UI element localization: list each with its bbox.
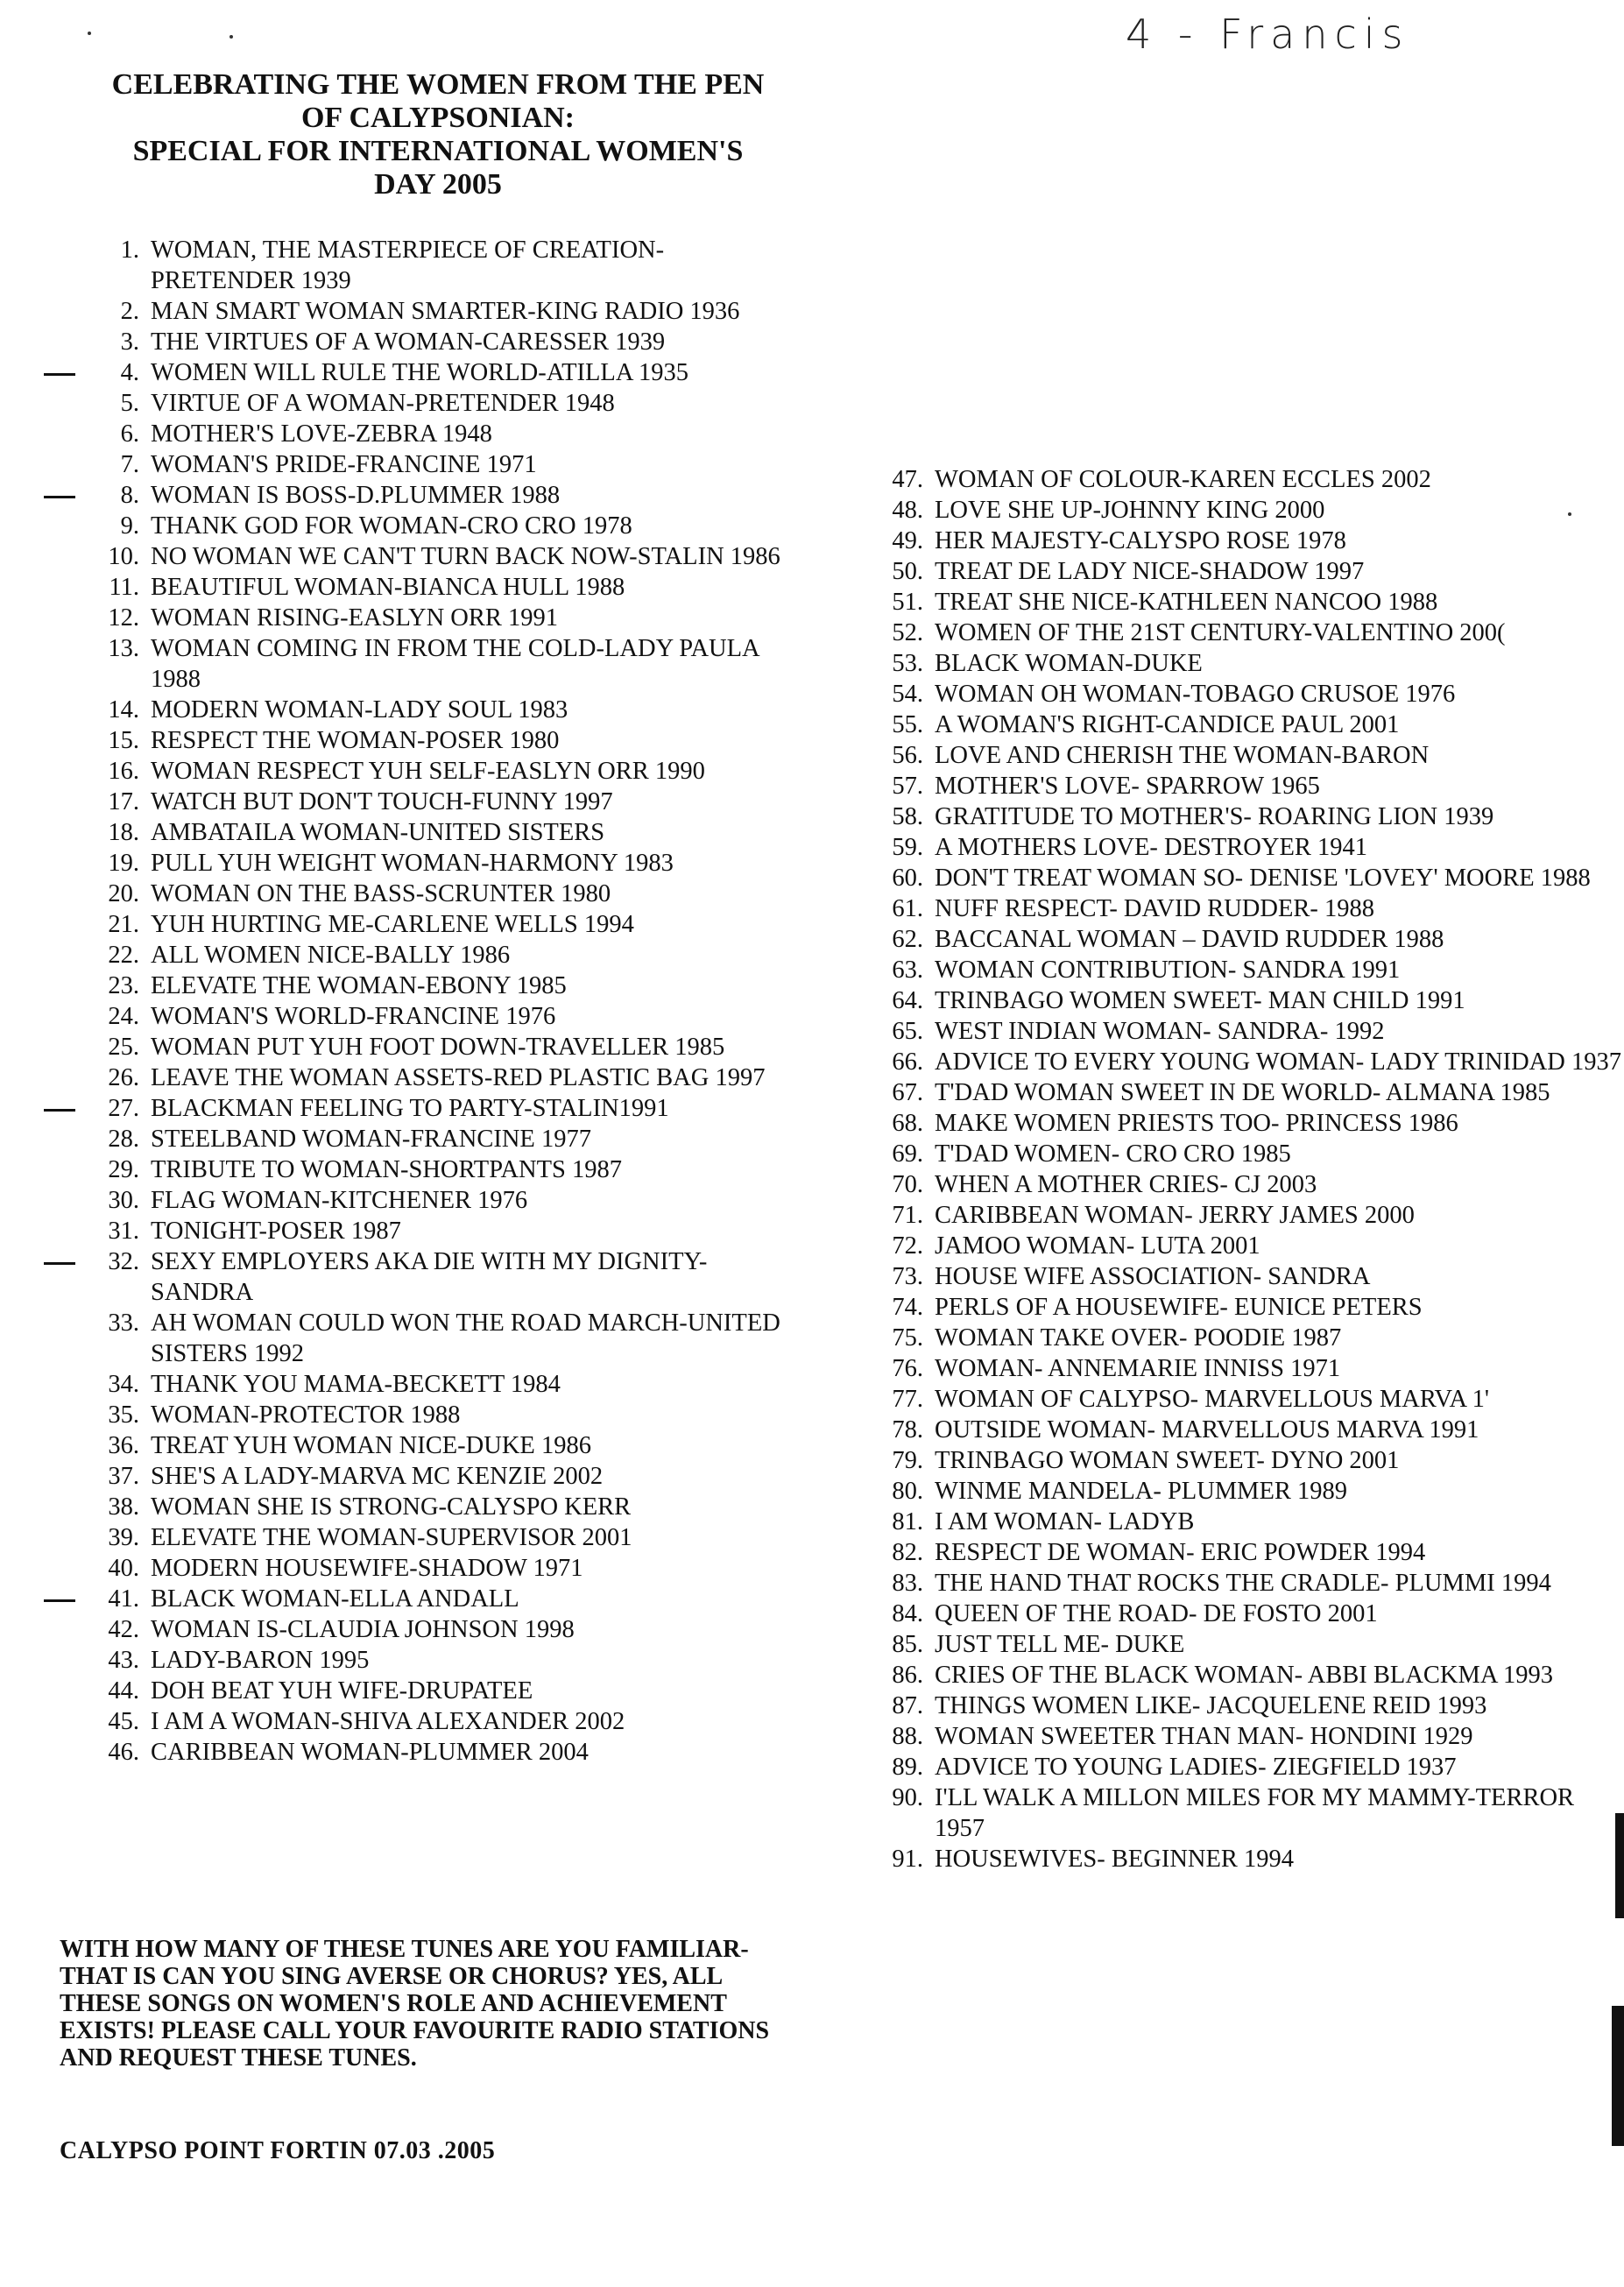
song-number: 38. bbox=[108, 1493, 139, 1521]
song-number: 32. bbox=[108, 1248, 139, 1275]
song-item bbox=[880, 1568, 1624, 1599]
song-title: RESPECT THE WOMAN-POSER 1980 bbox=[151, 727, 560, 754]
song-title: WOMAN- ANNEMARIE INNISS 1971 bbox=[935, 1355, 1341, 1382]
song-title: WOMEN OF THE 21ST CENTURY-VALENTINO 200( bbox=[935, 619, 1506, 646]
song-title: WOMAN OH WOMAN-TOBAGO CRUSOE 1976 bbox=[935, 681, 1456, 708]
song-item bbox=[880, 526, 1624, 556]
song-number: 11. bbox=[109, 574, 139, 601]
song-title: T'DAD WOMAN SWEET IN DE WORLD- ALMANA 1985 bbox=[935, 1079, 1550, 1106]
song-title: WOMAN PUT YUH FOOT DOWN-TRAVELLER 1985 bbox=[151, 1034, 725, 1061]
song-number: 60. bbox=[892, 865, 923, 892]
song-item bbox=[96, 695, 788, 725]
song-number: 35. bbox=[108, 1401, 139, 1429]
song-item bbox=[880, 924, 1624, 955]
song-title: WOMEN WILL RULE THE WORLD-ATILLA 1935 bbox=[151, 359, 688, 386]
song-number: 33. bbox=[108, 1309, 139, 1337]
song-number: 55. bbox=[892, 711, 923, 738]
song-number: 25. bbox=[108, 1034, 139, 1061]
song-number: 5. bbox=[120, 390, 139, 417]
song-item bbox=[880, 1844, 1624, 1874]
song-title: RESPECT DE WOMAN- ERIC POWDER 1994 bbox=[935, 1539, 1426, 1566]
song-item bbox=[96, 1492, 788, 1522]
song-item bbox=[96, 1645, 788, 1676]
song-title: VIRTUE OF A WOMAN-PRETENDER 1948 bbox=[151, 390, 615, 417]
song-item bbox=[96, 511, 788, 541]
song-item bbox=[96, 756, 788, 787]
song-title: ALL WOMEN NICE-BALLY 1986 bbox=[151, 942, 511, 969]
song-title: JAMOO WOMAN- LUTA 2001 bbox=[935, 1232, 1260, 1260]
song-number: 58. bbox=[892, 803, 923, 830]
song-number: 48. bbox=[892, 497, 923, 524]
song-title: MOTHER'S LOVE- SPARROW 1965 bbox=[935, 773, 1320, 800]
song-number: 22. bbox=[108, 942, 139, 969]
song-item bbox=[96, 1093, 788, 1124]
song-number: 21. bbox=[108, 911, 139, 938]
song-number: 82. bbox=[892, 1539, 923, 1566]
song-title: WOMAN CONTRIBUTION- SANDRA 1991 bbox=[935, 956, 1401, 984]
song-title: MODERN WOMAN-LADY SOUL 1983 bbox=[151, 696, 568, 724]
song-title: HOUSE WIFE ASSOCIATION- SANDRA bbox=[935, 1263, 1371, 1290]
hand-dash-mark bbox=[44, 373, 75, 376]
song-item bbox=[96, 787, 788, 817]
song-item bbox=[880, 893, 1624, 924]
song-title: THINGS WOMEN LIKE- JACQUELENE REID 1993 bbox=[935, 1692, 1487, 1719]
song-number: 30. bbox=[108, 1187, 139, 1214]
song-title: OUTSIDE WOMAN- MARVELLOUS MARVA 1991 bbox=[935, 1416, 1479, 1443]
song-item bbox=[96, 572, 788, 603]
song-number: 45. bbox=[108, 1708, 139, 1735]
song-number: 53. bbox=[892, 650, 923, 677]
song-title: LOVE SHE UP-JOHNNY KING 2000 bbox=[935, 497, 1325, 524]
song-number: 80. bbox=[892, 1478, 923, 1505]
song-title: WEST INDIAN WOMAN- SANDRA- 1992 bbox=[935, 1018, 1385, 1045]
song-item bbox=[96, 1216, 788, 1246]
song-number: 10. bbox=[108, 543, 139, 570]
song-title: SEXY EMPLOYERS AKA DIE WITH MY DIGNITY-SANDRA bbox=[151, 1248, 708, 1306]
song-title: TREAT SHE NICE-KATHLEEN NANCOO 1988 bbox=[935, 589, 1438, 616]
song-number: 3. bbox=[120, 328, 139, 356]
title-line: OF CALYPSONIAN: bbox=[300, 102, 575, 134]
song-title: I AM WOMAN- LADYB bbox=[935, 1508, 1195, 1535]
song-title: LADY-BARON 1995 bbox=[151, 1647, 370, 1674]
signature-line: CALYPSO POINT FORTIN 07.03 .2005 bbox=[60, 2137, 496, 2164]
song-title: WOMAN OF COLOUR-KAREN ECCLES 2002 bbox=[935, 466, 1431, 493]
song-title: BACCANAL WOMAN – DAVID RUDDER 1988 bbox=[935, 926, 1444, 953]
song-number: 1. bbox=[120, 236, 139, 264]
song-item bbox=[880, 495, 1624, 526]
song-title: WINME MANDELA- PLUMMER 1989 bbox=[935, 1478, 1348, 1505]
song-title: YUH HURTING ME-CARLENE WELLS 1994 bbox=[151, 911, 634, 938]
song-item bbox=[880, 1660, 1624, 1691]
song-number: 17. bbox=[108, 788, 139, 815]
song-number: 85. bbox=[892, 1631, 923, 1658]
song-title: HOUSEWIVES- BEGINNER 1994 bbox=[935, 1846, 1295, 1873]
song-item bbox=[96, 633, 788, 695]
song-title: MAN SMART WOMAN SMARTER-KING RADIO 1936 bbox=[151, 298, 740, 325]
song-item bbox=[880, 1629, 1624, 1660]
song-number: 62. bbox=[892, 926, 923, 953]
song-number: 47. bbox=[892, 466, 923, 493]
song-number: 20. bbox=[108, 880, 139, 907]
song-title: ELEVATE THE WOMAN-SUPERVISOR 2001 bbox=[151, 1524, 632, 1551]
song-title: BEAUTIFUL WOMAN-BIANCA HULL 1988 bbox=[151, 574, 625, 601]
song-item bbox=[96, 817, 788, 848]
song-title: THANK YOU MAMA-BECKETT 1984 bbox=[151, 1371, 561, 1398]
document-title bbox=[79, 68, 797, 201]
song-item bbox=[880, 1507, 1624, 1537]
song-title: THE VIRTUES OF A WOMAN-CARESSER 1939 bbox=[151, 328, 666, 356]
song-title: MOTHER'S LOVE-ZEBRA 1948 bbox=[151, 420, 492, 448]
song-item bbox=[96, 848, 788, 879]
song-item bbox=[880, 1047, 1624, 1077]
song-number: 8. bbox=[120, 482, 139, 509]
song-item bbox=[96, 1001, 788, 1032]
hand-dash-mark bbox=[44, 1599, 75, 1602]
song-title: WOMAN RISING-EASLYN ORR 1991 bbox=[151, 604, 559, 632]
song-item bbox=[880, 1139, 1624, 1169]
song-item bbox=[96, 940, 788, 971]
song-title: WOMAN, THE MASTERPIECE OF CREATION-PRETENDER 1939 bbox=[151, 236, 665, 294]
song-title: ELEVATE THE WOMAN-EBONY 1985 bbox=[151, 972, 567, 999]
song-number: 87. bbox=[892, 1692, 923, 1719]
song-item bbox=[96, 725, 788, 756]
song-item bbox=[880, 1077, 1624, 1108]
song-item bbox=[96, 1461, 788, 1492]
song-item bbox=[96, 235, 788, 296]
song-item bbox=[880, 464, 1624, 495]
song-number: 24. bbox=[108, 1003, 139, 1030]
song-number: 23. bbox=[108, 972, 139, 999]
song-number: 34. bbox=[108, 1371, 139, 1398]
song-title: DON'T TREAT WOMAN SO- DENISE 'LOVEY' MOORE 1988 bbox=[935, 865, 1591, 892]
song-item bbox=[880, 1261, 1624, 1292]
song-title: WOMAN'S PRIDE-FRANCINE 1971 bbox=[151, 451, 537, 478]
song-item bbox=[96, 1154, 788, 1185]
song-title: WOMAN SWEETER THAN MAN- HONDINI 1929 bbox=[935, 1723, 1473, 1750]
song-number: 6. bbox=[120, 420, 139, 448]
song-number: 71. bbox=[892, 1202, 923, 1229]
song-title: NO WOMAN WE CAN'T TURN BACK NOW-STALIN 1986 bbox=[151, 543, 780, 570]
song-title: CARIBBEAN WOMAN- JERRY JAMES 2000 bbox=[935, 1202, 1415, 1229]
scan-edge-mark bbox=[1615, 1813, 1624, 1918]
song-number: 26. bbox=[108, 1064, 139, 1091]
song-item bbox=[880, 771, 1624, 801]
scan-edge-mark bbox=[1612, 2006, 1624, 2146]
song-title: WOMAN'S WORLD-FRANCINE 1976 bbox=[151, 1003, 556, 1030]
song-number: 41. bbox=[108, 1585, 139, 1613]
song-title: STEELBAND WOMAN-FRANCINE 1977 bbox=[151, 1126, 591, 1153]
song-number: 31. bbox=[108, 1218, 139, 1245]
song-item bbox=[96, 1400, 788, 1430]
song-number: 88. bbox=[892, 1723, 923, 1750]
hand-dash-mark bbox=[44, 1109, 75, 1112]
song-title: WATCH BUT DON'T TOUCH-FUNNY 1997 bbox=[151, 788, 613, 815]
song-item bbox=[880, 1200, 1624, 1231]
song-number: 40. bbox=[108, 1555, 139, 1582]
song-number: 75. bbox=[892, 1324, 923, 1352]
song-number: 65. bbox=[892, 1018, 923, 1045]
song-title: BLACK WOMAN-DUKE bbox=[935, 650, 1203, 677]
song-list-right bbox=[880, 464, 1624, 1874]
song-title: WOMAN RESPECT YUH SELF-EASLYN ORR 1990 bbox=[151, 758, 705, 785]
song-number: 4. bbox=[120, 359, 139, 386]
song-number: 52. bbox=[892, 619, 923, 646]
song-title: CRIES OF THE BLACK WOMAN- ABBI BLACKMA 1993 bbox=[935, 1662, 1553, 1689]
song-item bbox=[96, 1676, 788, 1706]
song-number: 19. bbox=[108, 850, 139, 877]
song-item bbox=[96, 327, 788, 357]
song-item bbox=[96, 1124, 788, 1154]
song-number: 2. bbox=[120, 298, 139, 325]
song-number: 72. bbox=[892, 1232, 923, 1260]
song-title: TRIBUTE TO WOMAN-SHORTPANTS 1987 bbox=[151, 1156, 622, 1183]
song-number: 70. bbox=[892, 1171, 923, 1198]
song-number: 77. bbox=[892, 1386, 923, 1413]
song-item bbox=[96, 1062, 788, 1093]
song-item bbox=[880, 1691, 1624, 1721]
song-title: THE HAND THAT ROCKS THE CRADLE- PLUMMI 1994 bbox=[935, 1570, 1551, 1597]
song-title: PULL YUH WEIGHT WOMAN-HARMONY 1983 bbox=[151, 850, 674, 877]
title-line: CELEBRATING THE WOMEN FROM THE PEN bbox=[111, 68, 765, 101]
song-item bbox=[880, 801, 1624, 832]
song-title: WOMAN IS-CLAUDIA JOHNSON 1998 bbox=[151, 1616, 575, 1643]
song-item bbox=[880, 1384, 1624, 1415]
song-item bbox=[96, 419, 788, 449]
song-number: 86. bbox=[892, 1662, 923, 1689]
song-number: 61. bbox=[892, 895, 923, 922]
song-item bbox=[96, 388, 788, 419]
song-item bbox=[880, 863, 1624, 893]
song-title: FLAG WOMAN-KITCHENER 1976 bbox=[151, 1187, 528, 1214]
song-item bbox=[880, 1231, 1624, 1261]
song-title: WOMAN TAKE OVER- POODIE 1987 bbox=[935, 1324, 1342, 1352]
song-title: ADVICE TO EVERY YOUNG WOMAN- LADY TRINIDAD 1937 bbox=[935, 1048, 1621, 1076]
song-title: ADVICE TO YOUNG LADIES- ZIEGFIELD 1937 bbox=[935, 1754, 1457, 1781]
song-title: A WOMAN'S RIGHT-CANDICE PAUL 2001 bbox=[935, 711, 1400, 738]
song-number: 81. bbox=[892, 1508, 923, 1535]
song-item bbox=[880, 1323, 1624, 1353]
song-number: 9. bbox=[120, 512, 139, 540]
song-number: 7. bbox=[120, 451, 139, 478]
scan-speck bbox=[229, 35, 233, 39]
hand-dash-mark bbox=[44, 496, 75, 498]
song-number: 56. bbox=[892, 742, 923, 769]
song-title: WOMAN ON THE BASS-SCRUNTER 1980 bbox=[151, 880, 611, 907]
song-number: 18. bbox=[108, 819, 139, 846]
song-list-left bbox=[96, 235, 797, 1768]
song-number: 29. bbox=[108, 1156, 139, 1183]
song-item bbox=[96, 1737, 788, 1768]
song-item bbox=[880, 1169, 1624, 1200]
song-number: 12. bbox=[108, 604, 139, 632]
song-item bbox=[880, 1292, 1624, 1323]
song-item bbox=[96, 1430, 788, 1461]
song-title: QUEEN OF THE ROAD- DE FOSTO 2001 bbox=[935, 1600, 1378, 1627]
song-title: JUST TELL ME- DUKE bbox=[935, 1631, 1185, 1658]
song-item bbox=[96, 1369, 788, 1400]
song-number: 73. bbox=[892, 1263, 923, 1290]
song-item bbox=[880, 1782, 1624, 1844]
song-number: 76. bbox=[892, 1355, 923, 1382]
scan-speck bbox=[88, 32, 91, 35]
song-number: 14. bbox=[108, 696, 139, 724]
song-item bbox=[96, 1185, 788, 1216]
song-item bbox=[96, 541, 788, 572]
song-title: MODERN HOUSEWIFE-SHADOW 1971 bbox=[151, 1555, 583, 1582]
song-item bbox=[96, 1522, 788, 1553]
song-number: 13. bbox=[108, 635, 139, 662]
song-title: SHE'S A LADY-MARVA MC KENZIE 2002 bbox=[151, 1463, 604, 1490]
song-title: BLACK WOMAN-ELLA ANDALL bbox=[151, 1585, 519, 1613]
song-item bbox=[96, 1308, 788, 1369]
song-number: 36. bbox=[108, 1432, 139, 1459]
song-item bbox=[96, 296, 788, 327]
song-item bbox=[880, 679, 1624, 709]
song-title: CARIBBEAN WOMAN-PLUMMER 2004 bbox=[151, 1739, 589, 1766]
song-title: TRINBAGO WOMEN SWEET- MAN CHILD 1991 bbox=[935, 987, 1465, 1014]
song-item bbox=[880, 955, 1624, 985]
title-line: SPECIAL FOR INTERNATIONAL WOMEN'S bbox=[132, 135, 744, 167]
song-item bbox=[880, 1415, 1624, 1445]
song-item bbox=[96, 909, 788, 940]
song-title: WOMAN-PROTECTOR 1988 bbox=[151, 1401, 461, 1429]
song-item bbox=[880, 1537, 1624, 1568]
song-title: T'DAD WOMEN- CRO CRO 1985 bbox=[935, 1140, 1291, 1168]
song-number: 79. bbox=[892, 1447, 923, 1474]
song-number: 83. bbox=[892, 1570, 923, 1597]
song-title: I'LL WALK A MILLON MILES FOR MY MAMMY-TERROR 1957 bbox=[935, 1784, 1575, 1842]
song-number: 43. bbox=[108, 1647, 139, 1674]
song-number: 15. bbox=[108, 727, 139, 754]
song-item bbox=[96, 1032, 788, 1062]
song-title: NUFF RESPECT- DAVID RUDDER- 1988 bbox=[935, 895, 1374, 922]
song-number: 91. bbox=[892, 1846, 923, 1873]
song-number: 57. bbox=[892, 773, 923, 800]
song-item bbox=[96, 480, 788, 511]
song-number: 46. bbox=[108, 1739, 139, 1766]
song-item bbox=[96, 449, 788, 480]
song-title: GRATITUDE TO MOTHER'S- ROARING LION 1939 bbox=[935, 803, 1494, 830]
song-item bbox=[96, 971, 788, 1001]
song-title: BLACKMAN FEELING TO PARTY-STALIN1991 bbox=[151, 1095, 669, 1122]
song-item bbox=[880, 1353, 1624, 1384]
song-item bbox=[880, 1721, 1624, 1752]
song-item bbox=[96, 1614, 788, 1645]
title-line: DAY 2005 bbox=[374, 168, 502, 201]
song-item bbox=[880, 556, 1624, 587]
song-number: 74. bbox=[892, 1294, 923, 1321]
song-title: TREAT YUH WOMAN NICE-DUKE 1986 bbox=[151, 1432, 591, 1459]
song-item bbox=[96, 879, 788, 909]
song-title: MAKE WOMEN PRIESTS TOO- PRINCESS 1986 bbox=[935, 1110, 1458, 1137]
song-number: 51. bbox=[892, 589, 923, 616]
song-number: 37. bbox=[108, 1463, 139, 1490]
song-title: WOMAN SHE IS STRONG-CALYSPO KERR bbox=[151, 1493, 632, 1521]
song-item bbox=[96, 1553, 788, 1584]
song-number: 59. bbox=[892, 834, 923, 861]
song-item bbox=[880, 1599, 1624, 1629]
song-item bbox=[96, 603, 788, 633]
footer-note: WITH HOW MANY OF THESE TUNES ARE YOU FAMILIAR-THAT IS CAN YOU SING AVERSE OR CHORUS? YES, ALL THESE SONGS ON WOMEN'S ROLE AND ACHIEVEMENT EXISTS! PLEASE CALL YOUR FAVOURITE RADIO STATIONS AND REQUEST THESE TUNES. bbox=[60, 1936, 770, 2072]
song-item bbox=[880, 618, 1624, 648]
song-title: WOMAN COMING IN FROM THE COLD-LADY PAULA 1988 bbox=[151, 635, 759, 693]
song-number: 63. bbox=[892, 956, 923, 984]
song-item bbox=[96, 357, 788, 388]
song-number: 78. bbox=[892, 1416, 923, 1443]
song-title: HER MAJESTY-CALYSPO ROSE 1978 bbox=[935, 527, 1346, 554]
song-item bbox=[880, 740, 1624, 771]
song-title: TRINBAGO WOMAN SWEET- DYNO 2001 bbox=[935, 1447, 1400, 1474]
song-title: LOVE AND CHERISH THE WOMAN-BARON bbox=[935, 742, 1430, 769]
song-number: 64. bbox=[892, 987, 923, 1014]
song-number: 68. bbox=[892, 1110, 923, 1137]
song-title: TREAT DE LADY NICE-SHADOW 1997 bbox=[935, 558, 1365, 585]
song-number: 66. bbox=[892, 1048, 923, 1076]
song-number: 90. bbox=[892, 1784, 923, 1811]
song-title: A MOTHERS LOVE- DESTROYER 1941 bbox=[935, 834, 1368, 861]
song-number: 69. bbox=[892, 1140, 923, 1168]
song-item bbox=[880, 1108, 1624, 1139]
song-item bbox=[880, 587, 1624, 618]
song-number: 42. bbox=[108, 1616, 139, 1643]
song-number: 67. bbox=[892, 1079, 923, 1106]
song-number: 28. bbox=[108, 1126, 139, 1153]
song-number: 54. bbox=[892, 681, 923, 708]
song-item bbox=[880, 648, 1624, 679]
song-title: WOMAN IS BOSS-D.PLUMMER 1988 bbox=[151, 482, 561, 509]
song-number: 89. bbox=[892, 1754, 923, 1781]
song-number: 27. bbox=[108, 1095, 139, 1122]
song-number: 44. bbox=[108, 1677, 139, 1705]
song-item bbox=[96, 1706, 788, 1737]
song-item bbox=[880, 1445, 1624, 1476]
song-item bbox=[880, 1016, 1624, 1047]
song-title: AMBATAILA WOMAN-UNITED SISTERS bbox=[151, 819, 605, 846]
song-title: AH WOMAN COULD WON THE ROAD MARCH-UNITED SISTERS 1992 bbox=[151, 1309, 780, 1367]
song-item bbox=[880, 1752, 1624, 1782]
song-item bbox=[880, 709, 1624, 740]
song-number: 50. bbox=[892, 558, 923, 585]
song-number: 84. bbox=[892, 1600, 923, 1627]
hand-dash-mark bbox=[44, 1262, 75, 1265]
song-title: TONIGHT-POSER 1987 bbox=[151, 1218, 401, 1245]
song-title: I AM A WOMAN-SHIVA ALEXANDER 2002 bbox=[151, 1708, 625, 1735]
song-item bbox=[96, 1584, 788, 1614]
song-item bbox=[96, 1246, 788, 1308]
song-title: WHEN A MOTHER CRIES- CJ 2003 bbox=[935, 1171, 1317, 1198]
song-item bbox=[880, 985, 1624, 1016]
song-title: DOH BEAT YUH WIFE-DRUPATEE bbox=[151, 1677, 533, 1705]
song-title: PERLS OF A HOUSEWIFE- EUNICE PETERS bbox=[935, 1294, 1423, 1321]
handwritten-note: 4 - Francis bbox=[1126, 11, 1410, 58]
song-title: LEAVE THE WOMAN ASSETS-RED PLASTIC BAG 1997 bbox=[151, 1064, 766, 1091]
song-item bbox=[880, 1476, 1624, 1507]
song-item bbox=[880, 832, 1624, 863]
song-number: 16. bbox=[108, 758, 139, 785]
song-number: 39. bbox=[108, 1524, 139, 1551]
song-number: 49. bbox=[892, 527, 923, 554]
song-title: THANK GOD FOR WOMAN-CRO CRO 1978 bbox=[151, 512, 632, 540]
song-title: WOMAN OF CALYPSO- MARVELLOUS MARVA 1' bbox=[935, 1386, 1489, 1413]
